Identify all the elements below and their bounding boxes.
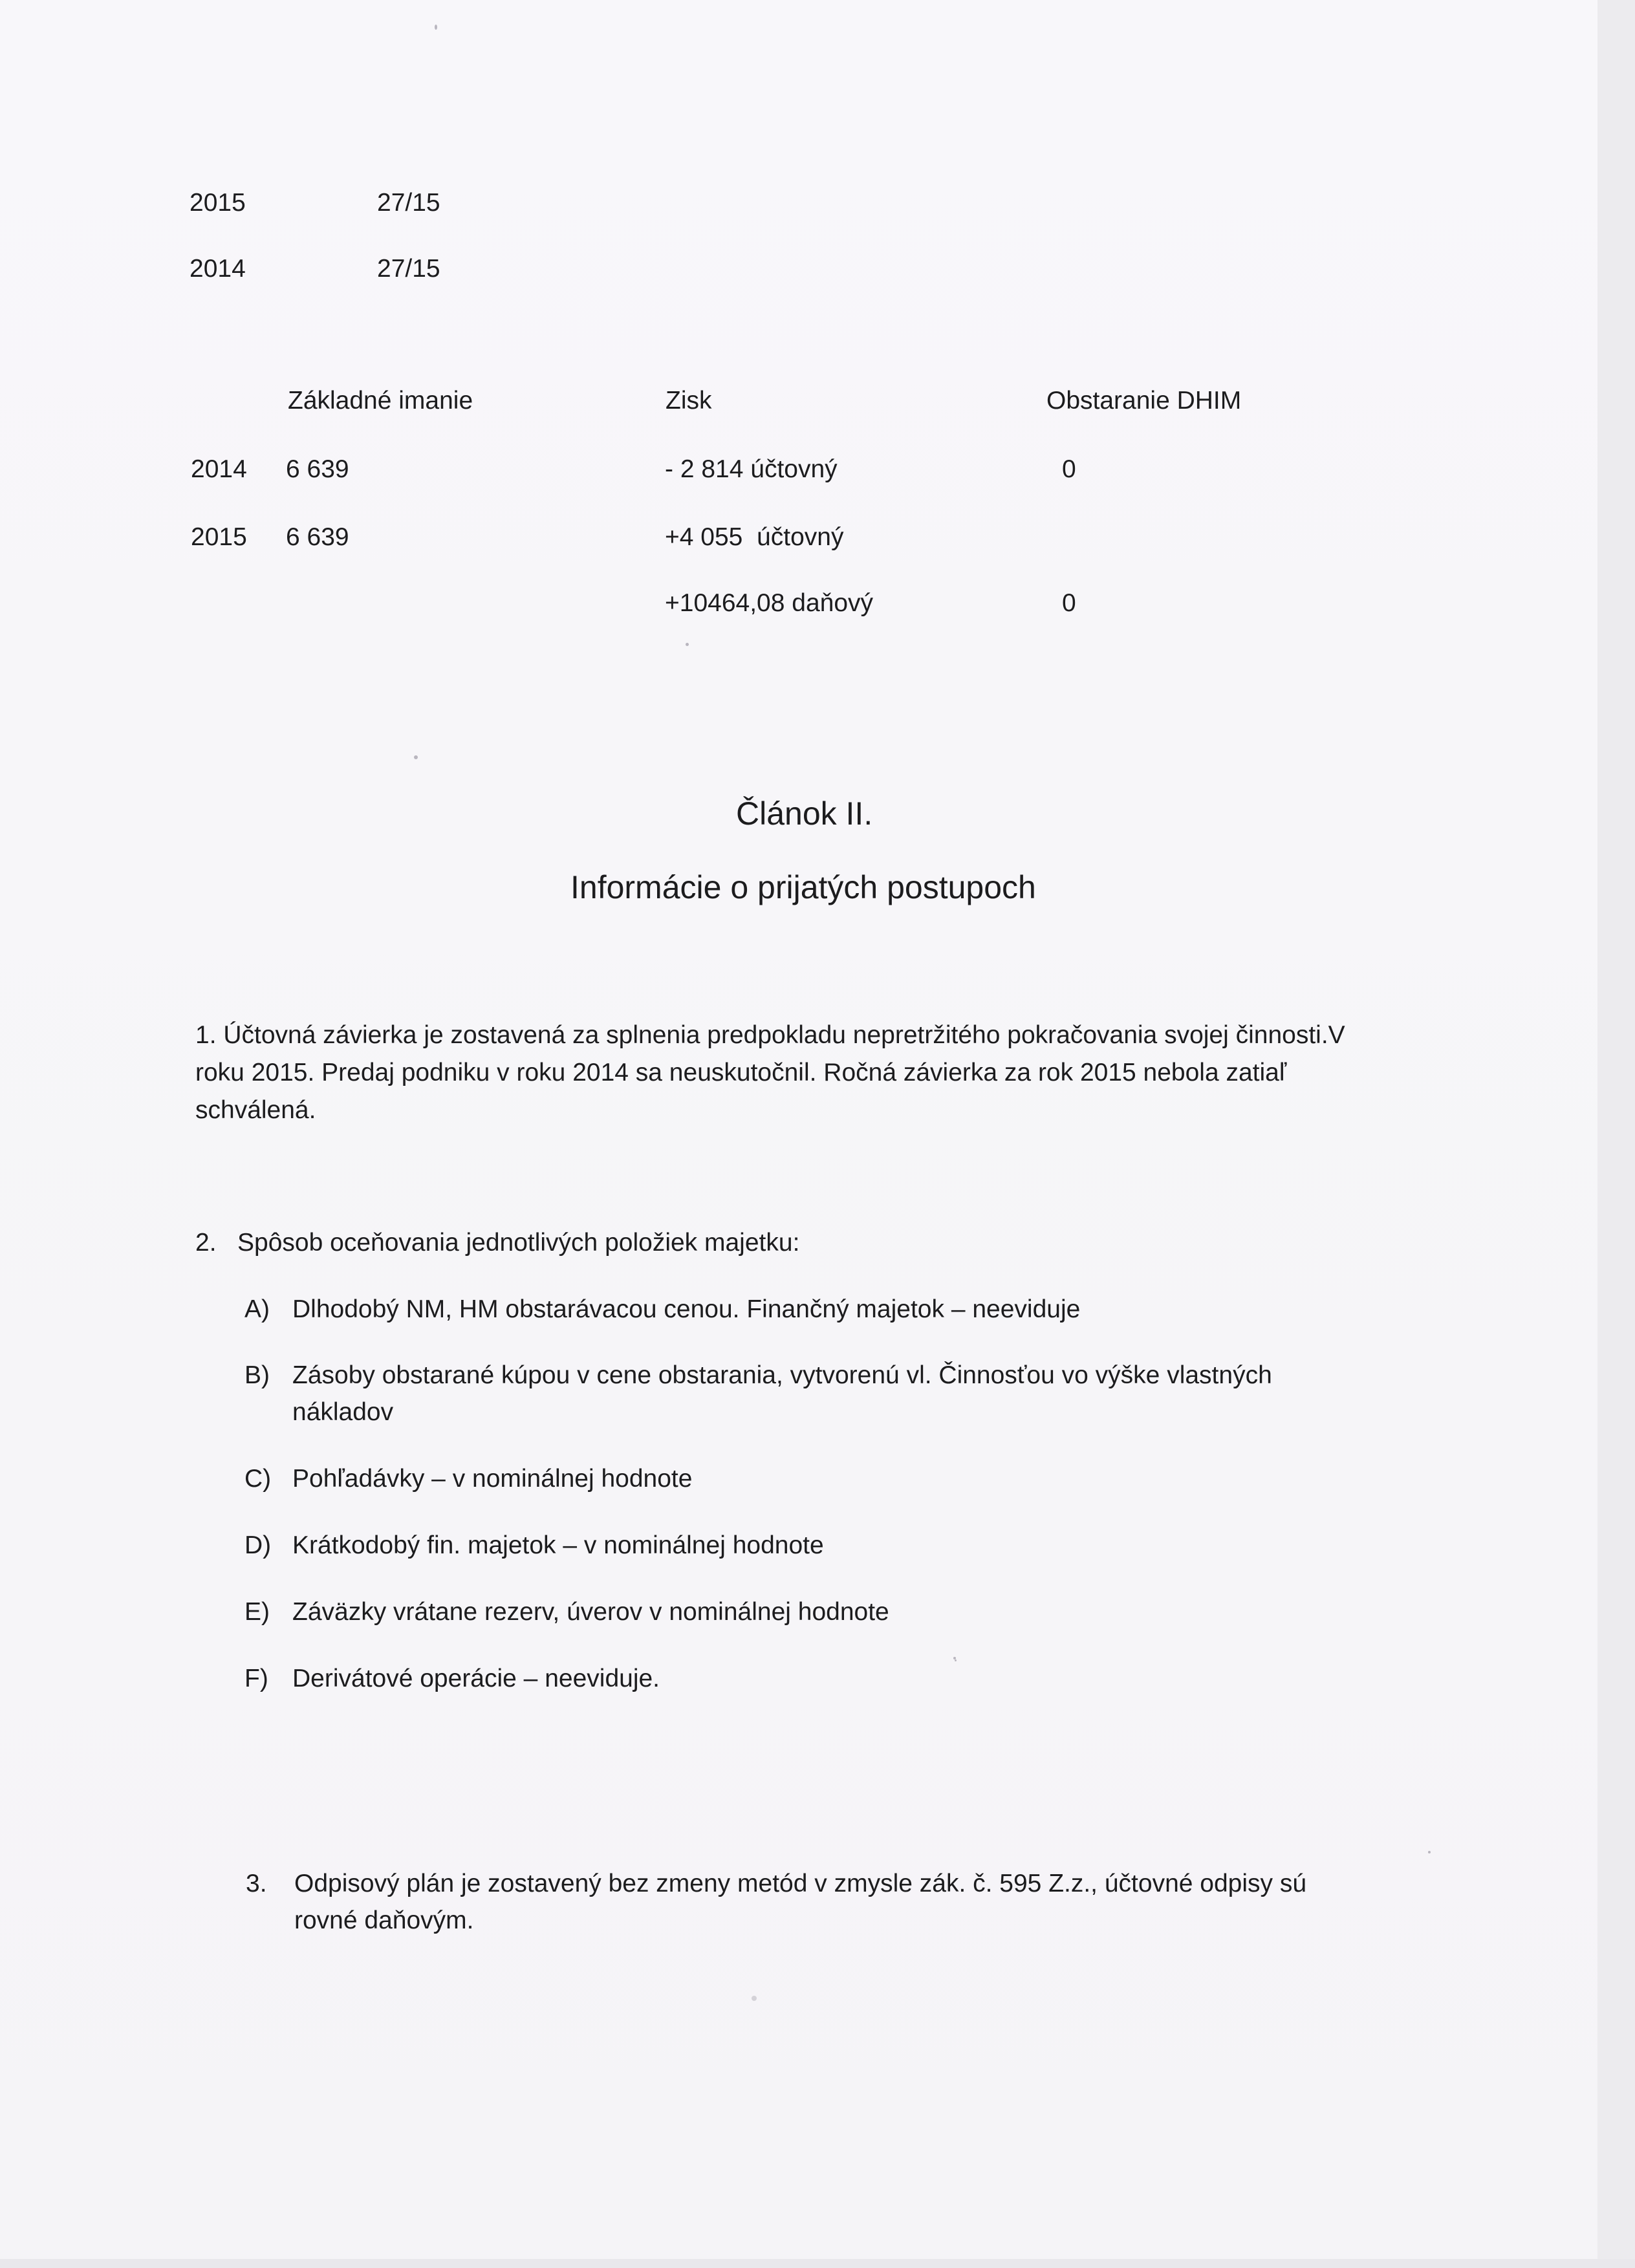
header-ref: 27/15 [377, 255, 440, 283]
section3-line: Odpisový plán je zostavený bez zmeny metód v zmysle zák. č. 595 Z.z., účtovné odpisy sú [294, 1870, 1307, 1897]
list-item-letter: A) [244, 1295, 270, 1323]
table-cell-zisk: +4 055 účtovný [665, 523, 844, 551]
list-item-letter: B) [244, 1361, 270, 1389]
list-item-letter: F) [244, 1665, 268, 1692]
header-ref: 27/15 [377, 189, 440, 217]
table-cell-dhim: 0 [1062, 455, 1076, 483]
scan-speck [435, 25, 437, 30]
table-cell-zisk: +10464,08 daňový [665, 589, 874, 617]
article-title: Informácie o prijatých postupoch [570, 869, 1036, 905]
list-item-letter: C) [244, 1465, 272, 1493]
table-header-imanie: Základné imanie [288, 387, 473, 415]
scan-speck [414, 755, 418, 759]
list-item-text: Záväzky vrátane rezerv, úverov v nominálnej hodnote [292, 1598, 889, 1626]
list-item-text: Dlhodobý NM, HM obstarávacou cenou. Finančný majetok – neeviduje [292, 1295, 1081, 1323]
scan-speck [1428, 1851, 1431, 1853]
list-item-text: Derivátové operácie – neeviduje. [292, 1665, 660, 1692]
section3-number: 3. [246, 1870, 267, 1897]
section1-line: schválená. [195, 1096, 316, 1124]
section2-heading: 2. Spôsob oceňovania jednotlivých položiek majetku: [195, 1229, 800, 1257]
list-item-letter: D) [244, 1531, 272, 1559]
scan-speck [955, 1659, 957, 1661]
table-cell-year: 2015 [191, 523, 247, 551]
scan-speck [752, 1996, 757, 2001]
list-item-text: nákladov [292, 1398, 394, 1426]
header-year: 2015 [189, 189, 246, 217]
section3-line: rovné daňovým. [294, 1906, 474, 1934]
list-item-letter: E) [244, 1598, 270, 1626]
list-item-text: Pohľadávky – v nominálnej hodnote [292, 1465, 693, 1493]
page-edge-bottom [0, 2259, 1635, 2268]
table-cell-zisk: - 2 814 účtovný [665, 455, 838, 483]
article-number: Článok II. [736, 795, 873, 832]
scan-speck [686, 643, 689, 646]
page-edge-shadow [1597, 0, 1635, 2268]
table-header-dhim: Obstaranie DHIM [1046, 387, 1242, 415]
section1-line: roku 2015. Predaj podniku v roku 2014 sa neuskutočnil. Ročná závierka za rok 2015 nebola zatiaľ [195, 1059, 1287, 1086]
table-cell-year: 2014 [191, 455, 247, 483]
section1-line: 1. Účtovná závierka je zostavená za splnenia predpokladu nepretržitého pokračovania svojej činnosti.V [195, 1021, 1345, 1049]
header-year: 2014 [189, 255, 246, 283]
table-cell-imanie: 6 639 [286, 455, 349, 483]
table-cell-dhim: 0 [1062, 589, 1076, 617]
list-item-text: Krátkodobý fin. majetok – v nominálnej hodnote [292, 1531, 824, 1559]
table-cell-imanie: 6 639 [286, 523, 349, 551]
list-item-text: Zásoby obstarané kúpou v cene obstarania, vytvorenú vl. Činnosťou vo výške vlastných [292, 1361, 1272, 1389]
table-header-zisk: Zisk [666, 387, 712, 415]
